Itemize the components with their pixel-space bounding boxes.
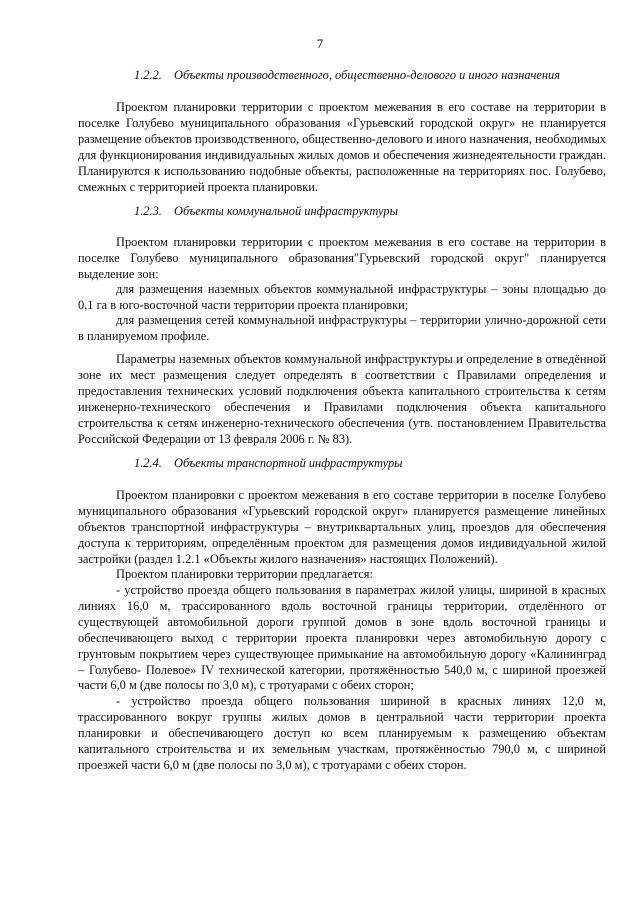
section-number: 1.2.3. bbox=[134, 204, 162, 218]
section-number: 1.2.2. bbox=[134, 68, 162, 82]
paragraph: для размещения наземных объектов коммунальной инфраструктуры – зоны площадью до 0,1 га в юго-восточной части территории проекта планировки; bbox=[78, 282, 606, 312]
section-heading-1-2-2 bbox=[134, 68, 560, 83]
paragraph: для размещения сетей коммунальной инфраструктуры – территории улично-дорожной сети в планируемом профиле. bbox=[78, 313, 606, 343]
section-title: Объекты производственного, общественно-делового и иного назначения bbox=[174, 68, 560, 82]
section-number: 1.2.4. bbox=[134, 456, 162, 470]
paragraph: Проектом планировки территории с проектом межевания в его составе на территории в поселке Голубево муниципального образования"Гурьевский городской округ" планируется выделение зон: bbox=[78, 235, 606, 281]
paragraph: Параметры наземных объектов коммунальной инфраструктуры и определение в отведённой зоне их мест размещения следует определять в соответствии с Правилами определения и предоставления технических условий подключения объекта капитального строительства к сетям инженерно-технического обеспечения и Правилами подключения объекта капитального строительства к сетям инженерно-технического обеспечения (утв. постановлением Правительства Российской Федерации от 13 февраля 2006 г. № 83). bbox=[78, 352, 606, 446]
section-heading-1-2-4 bbox=[134, 456, 403, 471]
section-heading-1-2-3 bbox=[134, 204, 398, 219]
page-number: 7 bbox=[316, 36, 324, 51]
paragraph: Проектом планировки территории с проектом межевания в его составе на территории в поселке Голубево муниципального образования «Гурьевский городской округ» не планируется размещение объектов производственного, общественно-делового и иного назначения, необходимых для функционирования индивидуальных жилых домов и обеспечения жизнедеятельности граждан. Планируются к использованию подобные объекты, расположенные на территориях пос. Голубево, смежных с территорией проекта планировки. bbox=[78, 100, 606, 194]
paragraph: Проектом планировки территории предлагается: bbox=[116, 567, 373, 581]
paragraph: - устройство проезда общего пользования в параметрах жилой улицы, шириной в красных линиях 16,0 м, трассированного вдоль восточной границы территории, отделённого от существующей автомобильной дороги группой домов в зоне вдоль восточной границы и обеспечивающего выход с территории проекта планировки через автомобильную дорогу с грунтовым покрытием через существующее примыкание на автомобильную дорогу «Калининград – Голубево- Полевое» IV технической категории, протяжённостью 540,0 м, с шириной проезжей части 6,0 м (две полосы по 3,0 м), с тротуарами с обеих сторон; bbox=[78, 583, 606, 693]
paragraph: - устройство проезда общего пользования шириной в красных линиях 12,0 м, трассированного вокруг группы жилых домов в центральной части территории проекта планировки и обеспечивающего доступ ко всем планируемым к размещению объектам капитального строительства и их земельным участкам, протяжённостью 790,0 м, с шириной проезжей части 6,0 м (две полосы по 3,0 м), с тротуарами с обеих сторон. bbox=[78, 694, 606, 772]
paragraph: Проектом планировки с проектом межевания в его составе территории в поселке Голубево муниципального образования «Гурьевский городской округ» планируется размещение линейных объектов транспортной инфраструктуры – внутриквартальных улиц, проездов для обеспечения доступа к территориям, определённым проектом для размещения домов индивидуальной жилой застройки (раздел 1.2.1 «Объекты жилого назначения» настоящих Положений). bbox=[78, 488, 606, 566]
section-title: Объекты коммунальной инфраструктуры bbox=[174, 204, 398, 218]
section-title: Объекты транспортной инфраструктуры bbox=[174, 456, 403, 470]
